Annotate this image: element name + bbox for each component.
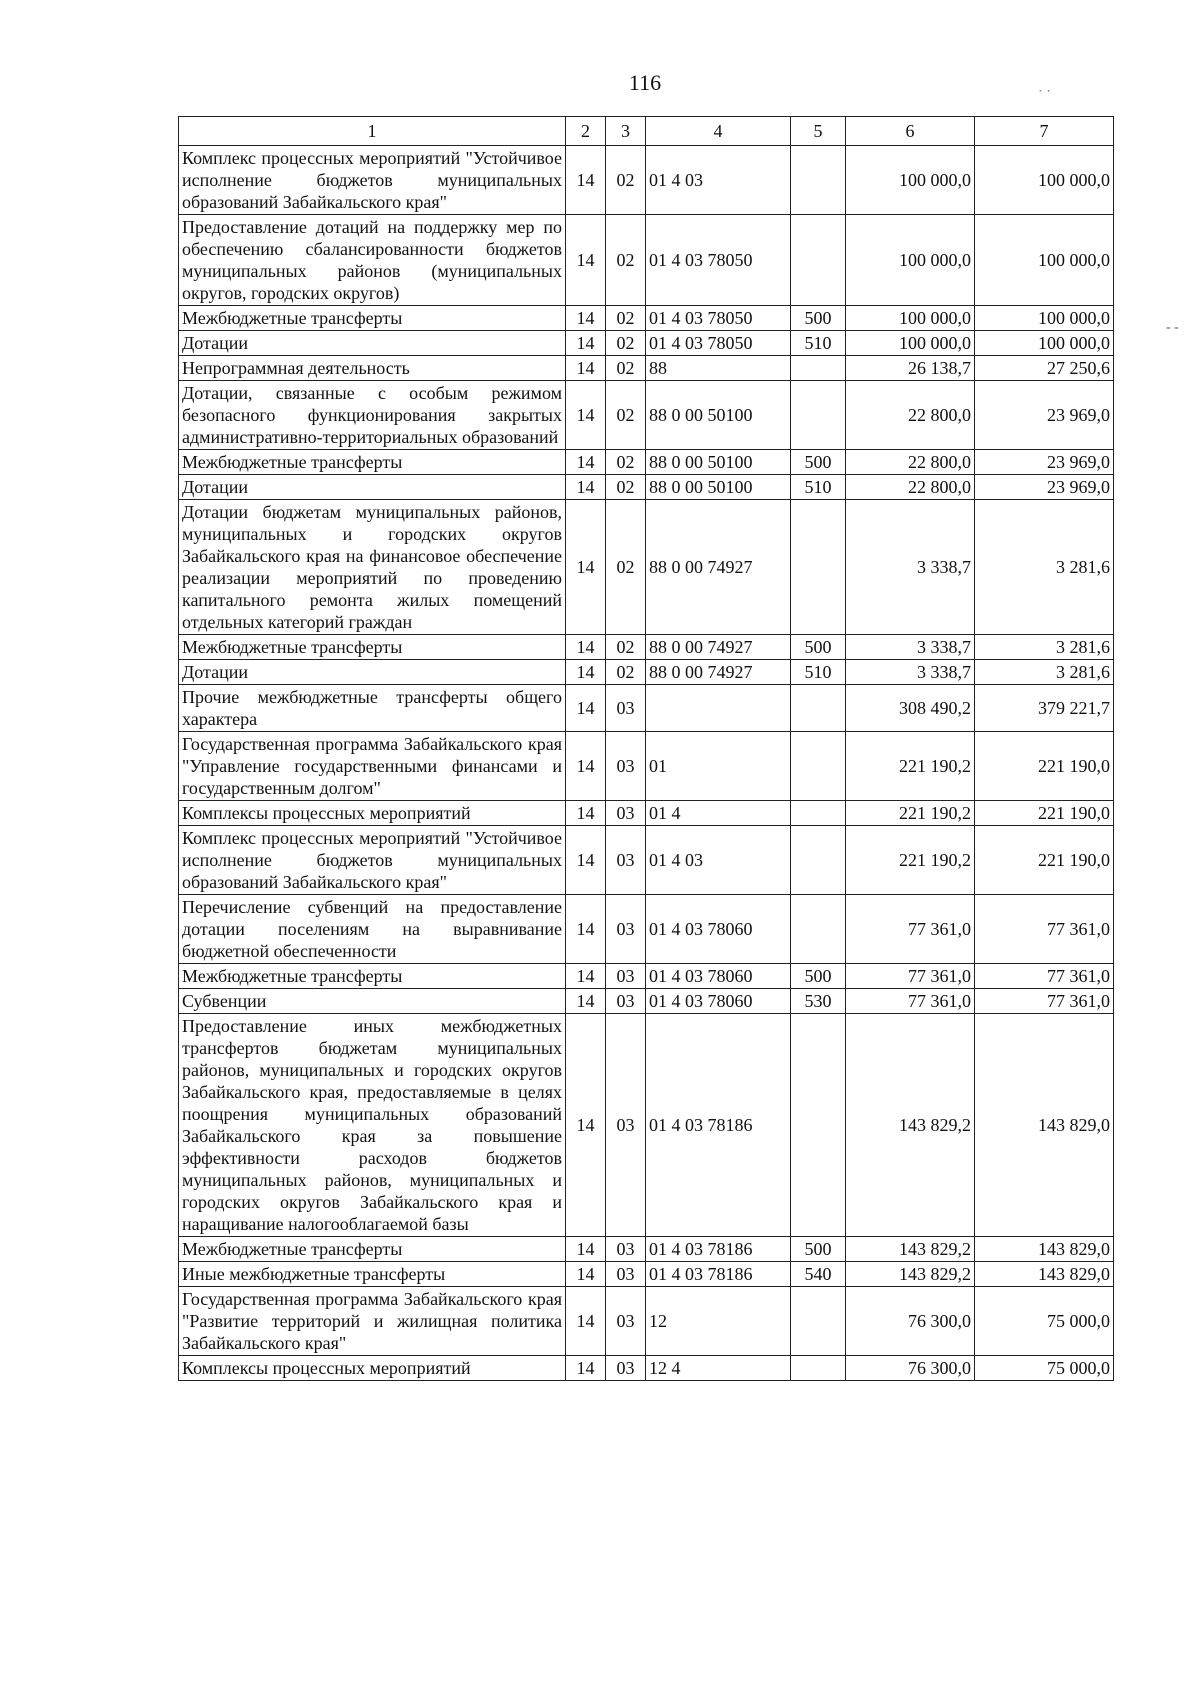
- row-target-article: 12 4: [646, 1356, 791, 1381]
- table-row: [179, 331, 1114, 356]
- row-amount-col7: 100 000,0: [975, 331, 1114, 356]
- row-amount-col7: 23 969,0: [975, 475, 1114, 500]
- row-subsection: 03: [606, 1262, 646, 1287]
- table-row: [179, 381, 1114, 450]
- row-target-article: 01 4 03 78060: [646, 895, 791, 964]
- row-description: Предоставление иных межбюджетных трансфертов бюджетам муниципальных районов, муниципальных и городских округов Забайкальского края, предоставляемые в целях поощрения муниципальных образований Забайкальского края за повышение эффективности расходов бюджетов муниципальных районов, муниципальных и городских округов Забайкальского края и наращивание налогооблагаемой базы: [179, 1014, 566, 1237]
- row-description: Комплексы процессных мероприятий: [179, 801, 566, 826]
- row-expense-type: 510: [791, 660, 846, 685]
- row-subsection: 03: [606, 801, 646, 826]
- scan-speck: ˙ ˙: [1038, 88, 1051, 103]
- row-section: 14: [566, 356, 606, 381]
- row-section: 14: [566, 895, 606, 964]
- row-expense-type: [791, 1356, 846, 1381]
- row-expense-type: 510: [791, 475, 846, 500]
- table-row: [179, 801, 1114, 826]
- row-expense-type: [791, 685, 846, 732]
- row-section: 14: [566, 685, 606, 732]
- row-amount-col6: 143 829,2: [846, 1262, 975, 1287]
- column-header: 1: [179, 117, 566, 146]
- row-subsection: 03: [606, 1287, 646, 1356]
- column-header: 4: [646, 117, 791, 146]
- row-amount-col7: 221 190,0: [975, 732, 1114, 801]
- row-description: Межбюджетные трансферты: [179, 635, 566, 660]
- table-row: [179, 1014, 1114, 1237]
- row-description: Перечисление субвенций на предоставление дотации поселениям на выравнивание бюджетной обеспеченности: [179, 895, 566, 964]
- row-amount-col7: 143 829,0: [975, 1237, 1114, 1262]
- row-description: Непрограммная деятельность: [179, 356, 566, 381]
- row-amount-col6: 221 190,2: [846, 826, 975, 895]
- row-section: 14: [566, 215, 606, 306]
- row-amount-col7: 75 000,0: [975, 1356, 1114, 1381]
- row-expense-type: [791, 895, 846, 964]
- row-amount-col6: 22 800,0: [846, 381, 975, 450]
- table-row: [179, 215, 1114, 306]
- row-subsection: 02: [606, 215, 646, 306]
- row-target-article: 88 0 00 74927: [646, 660, 791, 685]
- row-subsection: 03: [606, 895, 646, 964]
- row-section: 14: [566, 1356, 606, 1381]
- row-amount-col6: 77 361,0: [846, 989, 975, 1014]
- row-section: 14: [566, 1287, 606, 1356]
- row-subsection: 03: [606, 1356, 646, 1381]
- row-expense-type: [791, 215, 846, 306]
- row-description: Межбюджетные трансферты: [179, 1237, 566, 1262]
- row-description: Государственная программа Забайкальского края "Развитие территорий и жилищная политика Забайкальского края": [179, 1287, 566, 1356]
- row-subsection: 03: [606, 732, 646, 801]
- row-expense-type: [791, 500, 846, 635]
- row-expense-type: [791, 356, 846, 381]
- row-expense-type: 500: [791, 1237, 846, 1262]
- row-amount-col7: 23 969,0: [975, 381, 1114, 450]
- row-amount-col6: 221 190,2: [846, 732, 975, 801]
- row-section: 14: [566, 964, 606, 989]
- row-expense-type: [791, 1014, 846, 1237]
- row-description: Дотации: [179, 475, 566, 500]
- row-expense-type: [791, 732, 846, 801]
- column-header: 7: [975, 117, 1114, 146]
- row-expense-type: [791, 146, 846, 215]
- row-amount-col6: 3 338,7: [846, 500, 975, 635]
- table-row: [179, 500, 1114, 635]
- row-amount-col6: 77 361,0: [846, 964, 975, 989]
- row-description: Субвенции: [179, 989, 566, 1014]
- row-expense-type: 540: [791, 1262, 846, 1287]
- row-amount-col7: 143 829,0: [975, 1014, 1114, 1237]
- row-subsection: 02: [606, 475, 646, 500]
- row-description: Межбюджетные трансферты: [179, 306, 566, 331]
- row-amount-col7: 77 361,0: [975, 895, 1114, 964]
- row-section: 14: [566, 826, 606, 895]
- row-description: Прочие межбюджетные трансферты общего характера: [179, 685, 566, 732]
- row-description: Дотации: [179, 660, 566, 685]
- row-amount-col6: 100 000,0: [846, 215, 975, 306]
- row-amount-col6: 22 800,0: [846, 475, 975, 500]
- row-subsection: 02: [606, 635, 646, 660]
- row-amount-col6: 3 338,7: [846, 635, 975, 660]
- table-row: [179, 685, 1114, 732]
- row-expense-type: 510: [791, 331, 846, 356]
- row-target-article: 01 4 03 78050: [646, 215, 791, 306]
- row-amount-col6: 77 361,0: [846, 895, 975, 964]
- row-subsection: 03: [606, 685, 646, 732]
- column-header: 2: [566, 117, 606, 146]
- row-section: 14: [566, 1262, 606, 1287]
- table-row: [179, 475, 1114, 500]
- row-expense-type: [791, 381, 846, 450]
- row-subsection: 02: [606, 331, 646, 356]
- row-target-article: 01: [646, 732, 791, 801]
- row-amount-col7: 3 281,6: [975, 500, 1114, 635]
- row-description: Дотации: [179, 331, 566, 356]
- row-description: Межбюджетные трансферты: [179, 964, 566, 989]
- row-target-article: 01 4 03: [646, 826, 791, 895]
- row-expense-type: 500: [791, 964, 846, 989]
- row-amount-col7: 3 281,6: [975, 660, 1114, 685]
- table-row: [179, 450, 1114, 475]
- row-amount-col6: 100 000,0: [846, 146, 975, 215]
- row-section: 14: [566, 331, 606, 356]
- row-section: 14: [566, 1237, 606, 1262]
- row-target-article: 01 4 03: [646, 146, 791, 215]
- row-expense-type: [791, 1287, 846, 1356]
- row-subsection: 03: [606, 964, 646, 989]
- row-amount-col7: 75 000,0: [975, 1287, 1114, 1356]
- row-amount-col6: 26 138,7: [846, 356, 975, 381]
- table-row: [179, 989, 1114, 1014]
- row-amount-col7: 143 829,0: [975, 1262, 1114, 1287]
- table-row: [179, 356, 1114, 381]
- scan-speck: - -: [1166, 320, 1179, 335]
- row-description: Межбюджетные трансферты: [179, 450, 566, 475]
- row-section: 14: [566, 1014, 606, 1237]
- row-section: 14: [566, 450, 606, 475]
- row-description: Комплекс процессных мероприятий "Устойчивое исполнение бюджетов муниципальных образований Забайкальского края": [179, 146, 566, 215]
- column-header: 5: [791, 117, 846, 146]
- table-row: [179, 1237, 1114, 1262]
- row-description: Комплексы процессных мероприятий: [179, 1356, 566, 1381]
- row-description: Дотации, связанные с особым режимом безопасного функционирования закрытых административно-территориальных образований: [179, 381, 566, 450]
- row-amount-col7: 27 250,6: [975, 356, 1114, 381]
- row-expense-type: 500: [791, 635, 846, 660]
- row-section: 14: [566, 475, 606, 500]
- row-target-article: 88 0 00 50100: [646, 450, 791, 475]
- row-description: Государственная программа Забайкальского края "Управление государственными финансами и государственным долгом": [179, 732, 566, 801]
- row-target-article: 88 0 00 74927: [646, 500, 791, 635]
- row-amount-col7: 77 361,0: [975, 964, 1114, 989]
- row-amount-col6: 3 338,7: [846, 660, 975, 685]
- row-amount-col6: 76 300,0: [846, 1356, 975, 1381]
- row-amount-col6: 221 190,2: [846, 801, 975, 826]
- row-description: Комплекс процессных мероприятий "Устойчивое исполнение бюджетов муниципальных образований Забайкальского края": [179, 826, 566, 895]
- row-expense-type: 500: [791, 306, 846, 331]
- row-section: 14: [566, 146, 606, 215]
- row-target-article: 01 4 03 78186: [646, 1262, 791, 1287]
- row-description: Иные межбюджетные трансферты: [179, 1262, 566, 1287]
- row-amount-col7: 3 281,6: [975, 635, 1114, 660]
- row-subsection: 02: [606, 306, 646, 331]
- table-row: [179, 660, 1114, 685]
- row-target-article: 01 4 03 78060: [646, 964, 791, 989]
- table-row: [179, 1356, 1114, 1381]
- budget-table: [178, 116, 1114, 1381]
- row-target-article: 01 4 03 78060: [646, 989, 791, 1014]
- table-row: [179, 306, 1114, 331]
- row-section: 14: [566, 732, 606, 801]
- row-expense-type: 500: [791, 450, 846, 475]
- row-expense-type: [791, 801, 846, 826]
- row-subsection: 02: [606, 381, 646, 450]
- row-amount-col6: 100 000,0: [846, 306, 975, 331]
- row-target-article: 88 0 00 50100: [646, 475, 791, 500]
- row-amount-col7: 379 221,7: [975, 685, 1114, 732]
- row-amount-col6: 143 829,2: [846, 1237, 975, 1262]
- row-amount-col7: 100 000,0: [975, 146, 1114, 215]
- row-target-article: 01 4: [646, 801, 791, 826]
- table-body: [179, 146, 1114, 1381]
- row-amount-col7: 23 969,0: [975, 450, 1114, 475]
- column-header: 6: [846, 117, 975, 146]
- table-row: [179, 1262, 1114, 1287]
- table-row: [179, 964, 1114, 989]
- row-section: 14: [566, 381, 606, 450]
- row-subsection: 02: [606, 660, 646, 685]
- row-amount-col6: 143 829,2: [846, 1014, 975, 1237]
- row-target-article: 88: [646, 356, 791, 381]
- row-target-article: 01 4 03 78050: [646, 306, 791, 331]
- row-amount-col6: 76 300,0: [846, 1287, 975, 1356]
- row-amount-col7: 221 190,0: [975, 801, 1114, 826]
- table-row: [179, 146, 1114, 215]
- row-expense-type: 530: [791, 989, 846, 1014]
- row-target-article: 88 0 00 50100: [646, 381, 791, 450]
- row-subsection: 03: [606, 989, 646, 1014]
- row-target-article: 88 0 00 74927: [646, 635, 791, 660]
- table-header-row: [179, 117, 1114, 146]
- row-subsection: 03: [606, 1014, 646, 1237]
- row-target-article: 01 4 03 78186: [646, 1014, 791, 1237]
- row-subsection: 03: [606, 1237, 646, 1262]
- row-subsection: 03: [606, 826, 646, 895]
- row-amount-col6: 100 000,0: [846, 331, 975, 356]
- row-target-article: [646, 685, 791, 732]
- table-row: [179, 895, 1114, 964]
- row-subsection: 02: [606, 450, 646, 475]
- row-section: 14: [566, 306, 606, 331]
- row-description: Дотации бюджетам муниципальных районов, муниципальных и городских округов Забайкальского края на финансовое обеспечение реализации мероприятий по проведению капитального ремонта жилых помещений отдельных категорий граждан: [179, 500, 566, 635]
- row-expense-type: [791, 826, 846, 895]
- table-row: [179, 732, 1114, 801]
- table-row: [179, 1287, 1114, 1356]
- row-section: 14: [566, 989, 606, 1014]
- row-amount-col6: 22 800,0: [846, 450, 975, 475]
- row-target-article: 12: [646, 1287, 791, 1356]
- row-subsection: 02: [606, 356, 646, 381]
- row-section: 14: [566, 660, 606, 685]
- row-target-article: 01 4 03 78050: [646, 331, 791, 356]
- row-description: Предоставление дотаций на поддержку мер по обеспечению сбалансированности бюджетов муниципальных районов (муниципальных округов, городских округов): [179, 215, 566, 306]
- row-amount-col6: 308 490,2: [846, 685, 975, 732]
- row-amount-col7: 221 190,0: [975, 826, 1114, 895]
- row-target-article: 01 4 03 78186: [646, 1237, 791, 1262]
- page-number: 116: [628, 70, 662, 95]
- row-amount-col7: 77 361,0: [975, 989, 1114, 1014]
- column-header: 3: [606, 117, 646, 146]
- row-amount-col7: 100 000,0: [975, 215, 1114, 306]
- table-row: [179, 826, 1114, 895]
- row-subsection: 02: [606, 500, 646, 635]
- table-row: [179, 635, 1114, 660]
- row-section: 14: [566, 500, 606, 635]
- row-subsection: 02: [606, 146, 646, 215]
- row-section: 14: [566, 801, 606, 826]
- row-section: 14: [566, 635, 606, 660]
- row-amount-col7: 100 000,0: [975, 306, 1114, 331]
